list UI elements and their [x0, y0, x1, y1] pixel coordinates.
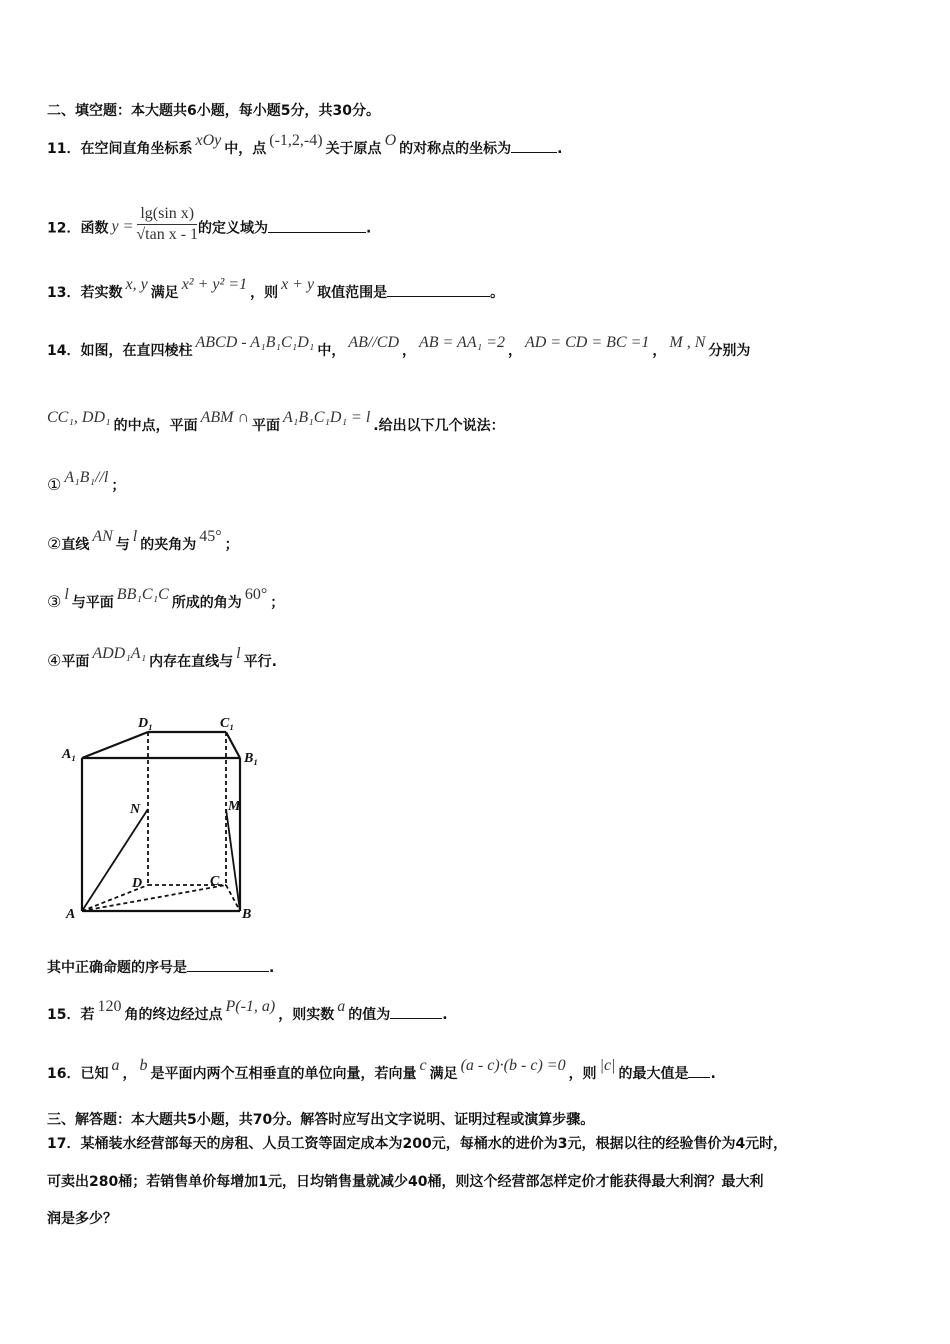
label-b: B: [242, 907, 252, 922]
label-c1: C₁: [220, 716, 235, 731]
q14-text-6: 分别为: [708, 343, 751, 359]
q16-math-2: b: [139, 1057, 148, 1074]
answer-blank[interactable]: [511, 138, 557, 153]
q12-end: .: [366, 220, 372, 237]
q16-math-5: |c|: [599, 1057, 616, 1074]
option-marker: ②: [47, 534, 62, 553]
question-number: 13．: [47, 285, 81, 301]
q15-math-2: P(-1, a): [225, 998, 276, 1015]
label-a: A: [66, 907, 76, 922]
opt2-math-3: 45°: [199, 528, 222, 545]
q14-math-4: AD = CD = BC =1: [524, 334, 650, 351]
segment-bm: [226, 809, 240, 911]
q16-text-6: 的最大值是: [618, 1066, 689, 1082]
q13-end: 。: [490, 285, 505, 301]
q14-math-3: AB = AA₁ =2: [419, 334, 505, 351]
option-marker: ④: [47, 651, 62, 670]
q16-text-4: 满足: [429, 1066, 458, 1082]
q11-end: .: [557, 141, 563, 157]
q12-text-1: 函数: [80, 220, 109, 237]
section-2-heading: 二、填空题：本大题共6小题，每小题5分，共30分。: [47, 103, 380, 119]
q16-text-5: ，则: [568, 1066, 597, 1082]
question-14-continued: [47, 409, 505, 436]
opt3-math-2: BB₁C₁C: [116, 586, 169, 603]
question-13: [47, 276, 505, 303]
opt2-math-1: AN: [92, 528, 113, 545]
answer-blank[interactable]: [387, 282, 490, 297]
opt4-text-3: 平行.: [243, 654, 277, 670]
q13-math-1: x, y: [125, 276, 148, 293]
question-number: 16．: [47, 1066, 81, 1082]
q13-text-3: ，则: [250, 285, 279, 301]
option-marker: ③: [47, 592, 62, 611]
question-16: [47, 1057, 716, 1084]
q11-text-4: 的对称点的坐标为: [399, 141, 512, 157]
label-b1: B₁: [244, 751, 259, 766]
q12-math-1: y =: [111, 217, 134, 235]
opt2-text-3: 的夹角为: [140, 537, 197, 553]
q12-fraction: [136, 204, 198, 245]
q16-text-1: 已知: [80, 1066, 109, 1082]
q16-math-3: c: [419, 1057, 427, 1074]
question-number: 12．: [47, 220, 81, 237]
opt3-text-1: 与平面: [71, 595, 114, 611]
q14b-text-2: 平面: [252, 418, 281, 434]
q14-text-1: 如图，在直四棱柱: [80, 343, 193, 359]
opt2-text-4: ；: [224, 537, 239, 553]
label-d: D: [132, 876, 143, 891]
question-11: [47, 132, 563, 159]
q14-math-5: M , N: [669, 334, 706, 351]
answer-blank[interactable]: [268, 218, 366, 233]
q16-math-1: a: [111, 1057, 120, 1074]
q14-text-4: ，: [507, 343, 522, 359]
question-14: [47, 334, 751, 361]
opt2-math-2: l: [132, 528, 138, 545]
q11-math-3: O: [384, 132, 397, 149]
prism-figure: [60, 705, 270, 930]
label-n: N: [130, 802, 141, 817]
q16-text-2: ，: [122, 1066, 137, 1082]
q13-text-4: 取值范围是: [317, 285, 388, 301]
q15-text-4: 的值为: [348, 1007, 391, 1023]
question-17-line-2: 可卖出280桶；若销售单价每增加1元，日均销售量就减少40桶，则这个经营部怎样定价才能获得最大利润？最大利: [47, 1174, 764, 1190]
question-number: 15．: [47, 1007, 81, 1023]
q14b-math-2: ABM ∩: [200, 409, 250, 426]
q11-math-1: xOy: [195, 132, 222, 149]
q16-end: .: [710, 1066, 716, 1082]
q12-denominator: √tan x - 1: [136, 226, 199, 243]
opt4-text-2: 内存在直线与: [149, 654, 234, 670]
answer-blank[interactable]: [390, 1004, 442, 1019]
question-14-answer: [47, 957, 274, 978]
opt1-math-1: A₁B₁//l: [64, 469, 109, 486]
option-2: [47, 528, 239, 555]
question-17-line-3: 润是多少？: [47, 1211, 117, 1227]
q15-text-1: 若: [80, 1007, 95, 1023]
section-3-heading: 三、解答题：本大题共5小题，共70分。解答时应写出文字说明、证明过程或演算步骤。: [47, 1112, 595, 1128]
question-12: [47, 205, 372, 249]
edge-c1b1: [226, 732, 240, 758]
opt4-math-1: ADD₁A₁: [92, 645, 147, 662]
q14c-text-1: 其中正确命题的序号是: [47, 960, 187, 976]
question-number: 14．: [47, 343, 81, 359]
segment-an: [82, 809, 148, 911]
q13-text-1: 若实数: [80, 285, 123, 301]
option-3: [47, 586, 285, 613]
option-marker: ①: [47, 475, 62, 494]
q13-math-3: x + y: [281, 276, 315, 293]
q13-text-2: 满足: [150, 285, 179, 301]
q13-math-2: x² + y² =1: [181, 276, 248, 293]
q14-math-2: AB//CD: [348, 334, 399, 351]
opt3-text-2: 所成的角为: [171, 595, 242, 611]
question-number: 11．: [47, 141, 81, 157]
q14-math-1: ABCD - A₁B₁C₁D₁: [195, 334, 315, 351]
answer-blank[interactable]: [187, 957, 269, 972]
q12-text-2: 的定义域为: [198, 220, 269, 237]
answer-blank[interactable]: [688, 1063, 710, 1078]
opt4-text-1: 平面: [61, 654, 90, 670]
question-15: [47, 998, 448, 1025]
option-1: [47, 469, 126, 496]
q11-math-2: (-1,2,-4): [269, 132, 323, 149]
q14b-text-3: .给出以下几个说法：: [373, 418, 505, 434]
opt2-text-1: 直线: [61, 537, 90, 553]
q14-text-2: 中，: [317, 343, 346, 359]
q16-math-4: (a - c)·(b - c) =0: [460, 1057, 566, 1074]
q16-text-3: 是平面内两个互相垂直的单位向量，若向量: [150, 1066, 417, 1082]
q15-math-3: a: [337, 998, 346, 1015]
label-d1: D₁: [138, 716, 153, 731]
opt4-math-2: l: [236, 645, 241, 662]
q14c-end: .: [269, 960, 275, 976]
q15-text-3: ，则实数: [278, 1007, 335, 1023]
q11-text-2: 中，点: [224, 141, 267, 157]
opt1-text-1: ；: [111, 478, 126, 494]
label-m: M: [228, 799, 241, 814]
q14-text-3: ，: [402, 343, 416, 359]
opt2-text-2: 与: [115, 537, 130, 553]
opt3-math-3: 60°: [244, 586, 268, 603]
label-c: C: [210, 874, 220, 889]
question-17-line-1: 17．某桶装水经营部每天的房租、人员工资等固定成本为200元，每桶水的进价为3元，根据以往的经验售价为4元时，: [47, 1136, 788, 1152]
q14b-math-3: A₁B₁C₁D₁ = l: [283, 409, 371, 426]
q14-text-5: ，: [652, 343, 667, 359]
opt3-text-3: ；: [270, 595, 285, 611]
opt3-math-1: l: [64, 586, 69, 603]
option-4: [47, 645, 277, 672]
q15-math-1: 120: [97, 998, 122, 1015]
q14b-text-1: 的中点，平面: [113, 418, 198, 434]
q15-end: .: [442, 1007, 448, 1023]
q11-text-3: 关于原点: [325, 141, 382, 157]
q15-text-2: 角的终边经过点: [124, 1007, 223, 1023]
q14b-math-1: CC₁, DD₁: [47, 409, 111, 426]
edge-a1d1: [82, 732, 148, 758]
q12-numerator: lg(sin x): [137, 204, 197, 225]
label-a1: A₁: [62, 747, 77, 762]
q11-text-1: 在空间直角坐标系: [80, 141, 193, 157]
segment-ac: [82, 885, 226, 911]
